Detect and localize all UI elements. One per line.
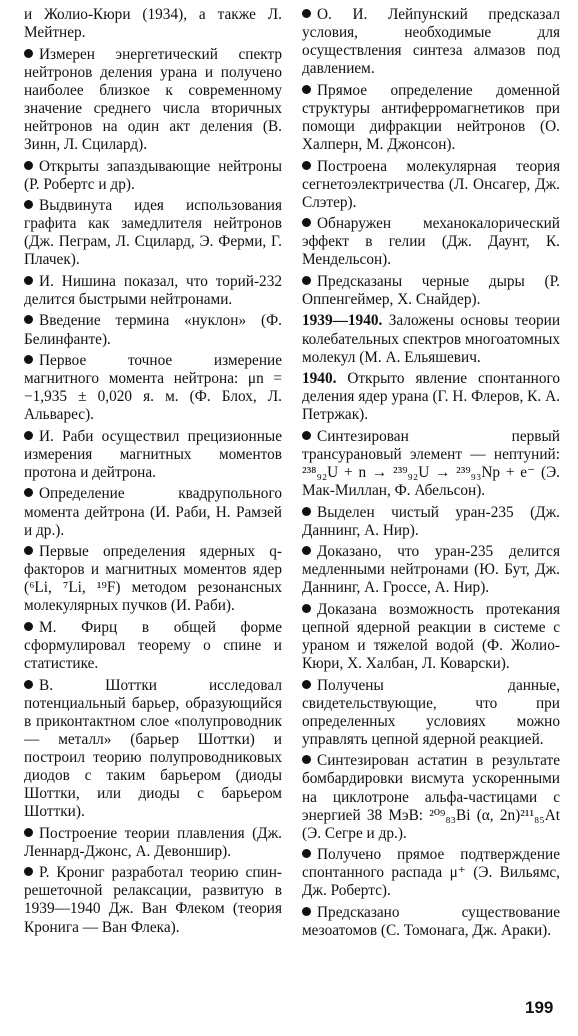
year-label: 1940. — [302, 370, 337, 388]
entry-paragraph — [24, 619, 282, 673]
entry-paragraph — [24, 485, 282, 539]
bullet-icon — [302, 546, 311, 555]
bullet-icon — [302, 507, 311, 516]
entry-paragraph — [24, 825, 282, 861]
entry-text: Прямое определение доменной структуры антиферромагнетиков при помощи дифракции нейтронов (О. Халперн, М. Джонсон). — [302, 81, 560, 154]
entry-text: Предсказано существование мезоатомов (С. Томонага, Дж. Араки). — [302, 903, 560, 939]
bullet-icon — [24, 200, 33, 209]
entry-paragraph — [302, 846, 560, 900]
entry-paragraph — [302, 904, 560, 940]
entry-paragraph — [24, 46, 282, 155]
entry-text: Доказано, что уран-235 делится медленными нейтронами (Ю. Бут, Дж. Даннинг, А. Гроссе, А. Нир). — [302, 543, 560, 597]
bullet-icon — [24, 161, 33, 170]
entry-text: В. Шоттки исследовал потенциальный барьер, образующийся в приконтактном слое «полупроводник — металл» (барьер Шоттки) и построил теорию полупроводниковых диодов с таким барьером (диоды Шоттки, или диоды с барьером Шоттки). — [24, 676, 282, 821]
entry-paragraph — [302, 370, 560, 424]
entry-paragraph — [24, 158, 282, 194]
bullet-icon — [24, 488, 33, 497]
entry-paragraph — [302, 6, 560, 78]
bullet-icon — [24, 546, 33, 555]
entry-text: Предсказаны черные дыры (Р. Оппенгеймер, Х. Снайдер). — [302, 272, 560, 308]
entry-paragraph — [24, 428, 282, 482]
entry-paragraph — [302, 215, 560, 269]
entry-text: О. И. Лейпунский предсказал условия, необходимые для осуществления синтеза алмазов под давлением. — [302, 6, 560, 78]
bullet-icon — [302, 755, 311, 764]
entry-text: М. Фирц в общей форме сформулировал теорему о спине и статистике. — [24, 618, 282, 673]
entry-text: Открыто явление спонтанного деления ядер урана (Г. Н. Флеров, К. А. Петржак). — [302, 370, 561, 424]
entry-text: Первые определения ядерных q-факторов и магнитных моментов ядер (⁶Li, ⁷Li, ¹⁹F) методом резонансных молекулярных пучков (И. Раби). — [24, 543, 282, 615]
entry-text: Обнаружен механокалорический эффект в гелии (Дж. Даунт, К. Мендельсон). — [302, 215, 560, 269]
entry-text: Выделен чистый уран-235 (Дж. Даннинг, А. Нир). — [302, 503, 560, 539]
bullet-icon — [24, 315, 33, 324]
bullet-icon — [302, 161, 311, 170]
bullet-icon — [302, 680, 311, 689]
bullet-icon — [24, 622, 33, 631]
entry-text: Р. Крониг разработал теорию спин-решеточной релаксации, развитую в 1939—1940 Дж. Ван Флеком (теория Кронига — Ван Флека). — [24, 864, 282, 936]
bullet-icon — [302, 604, 311, 613]
right-column — [302, 6, 560, 943]
bullet-icon — [302, 907, 311, 916]
entry-text: Доказана возможность протекания цепной ядерной реакции в системе с ураном и тяжелой водой (Ф. Жолио-Кюри, Х. Халбан, Л. Коварски). — [302, 600, 560, 673]
entry-text: Введение термина «нуклон» (Ф. Белинфанте). — [24, 312, 282, 348]
entry-paragraph — [24, 312, 282, 348]
entry-paragraph — [302, 158, 560, 212]
entry-text: И. Нишина показал, что торий-232 делится быстрыми нейтронами. — [24, 272, 282, 308]
year-label: 1939—1940. — [302, 312, 383, 330]
entry-text: Получены данные, свидетельствующие, что при определенных условиях можно управлять цепной ядерной реакцией. — [302, 676, 560, 748]
bullet-icon — [302, 9, 311, 18]
entry-paragraph — [24, 543, 282, 615]
entry-paragraph — [24, 864, 282, 936]
entry-text: Построена молекулярная теория сегнетоэлектричества (Л. Онсагер, Дж. Слэтер). — [302, 157, 560, 211]
entry-paragraph — [24, 677, 282, 822]
bullet-icon — [24, 680, 33, 689]
entry-paragraph — [24, 6, 282, 42]
entry-paragraph — [302, 752, 560, 842]
entry-text: и Жолио-Кюри (1934), а также Л. Мейтнер. — [24, 6, 282, 42]
entry-paragraph — [302, 543, 560, 597]
bullet-icon — [302, 431, 311, 440]
entry-paragraph — [302, 273, 560, 309]
entry-text: Выдвинута идея использования графита как замедлителя нейтронов (Дж. Пеграм, Л. Сцилард, Э. Ферми, Г. Плачек). — [24, 197, 282, 269]
bullet-icon — [24, 431, 33, 440]
entry-paragraph — [302, 428, 560, 500]
entry-text: Открыты запаздывающие нейтроны (Р. Робертс и др). — [24, 157, 282, 193]
entry-paragraph — [302, 82, 560, 154]
bullet-icon — [24, 276, 33, 285]
entry-text: Синтезирован первый трансурановый элемент — нептуний: ²³⁸₉₂U + n → ²³⁹₉₂U → ²³⁹₉₃Np + e⁻ (Э. Мак-Миллан, Ф. Абельсон). — [302, 427, 560, 500]
bullet-icon — [302, 218, 311, 227]
left-column — [24, 6, 282, 940]
entry-paragraph — [24, 273, 282, 309]
entry-text: Определение квадрупольного момента дейтрона (И. Раби, Н. Рамзей и др.). — [24, 485, 282, 539]
entry-paragraph — [24, 352, 282, 424]
entry-paragraph — [302, 677, 560, 749]
bullet-icon — [24, 867, 33, 876]
bullet-icon — [24, 828, 33, 837]
bullet-icon — [24, 355, 33, 364]
entry-text: И. Раби осуществил прецизионные измерения магнитных моментов протона и дейтрона. — [24, 427, 282, 481]
entry-paragraph — [302, 504, 560, 540]
entry-paragraph — [302, 312, 560, 366]
entry-text: Первое точное измерение магнитного момента нейтрона: μn = −1,935 ± 0,020 я. м. (Ф. Блох, Л. Альварес). — [24, 352, 282, 424]
entry-text: Построение теории плавления (Дж. Леннард-Джонс, А. Девоншир). — [24, 824, 282, 860]
entry-text: Заложены основы теории колебательных спектров многоатомных молекул (М. А. Ельяшевич. — [302, 312, 561, 366]
entry-text: Получено прямое подтверждение спонтанного распада μ⁺ (Э. Вильямс, Дж. Робертс). — [302, 846, 560, 900]
bullet-icon — [302, 849, 311, 858]
entry-paragraph — [24, 197, 282, 269]
bullet-icon — [302, 85, 311, 94]
bullet-icon — [302, 276, 311, 285]
bullet-icon — [24, 49, 33, 58]
page-number: 199 — [525, 998, 554, 1017]
entry-text: Измерен энергетический спектр нейтронов деления урана и получено наиболее близкое к современному значение среднего числа вторичных нейтронов на один акт деления (В. Зинн, Л. Сцилард). — [24, 45, 282, 154]
entry-text: Синтезирован астатин в результате бомбардировки висмута ускоренными на циклотроне альфа-частицами с энергией 38 МэВ: ²⁰⁹₈₃Bi (α, 2n)²¹¹₈₅At (Э. Сегре и др.). — [302, 752, 560, 842]
entry-paragraph — [302, 601, 560, 673]
